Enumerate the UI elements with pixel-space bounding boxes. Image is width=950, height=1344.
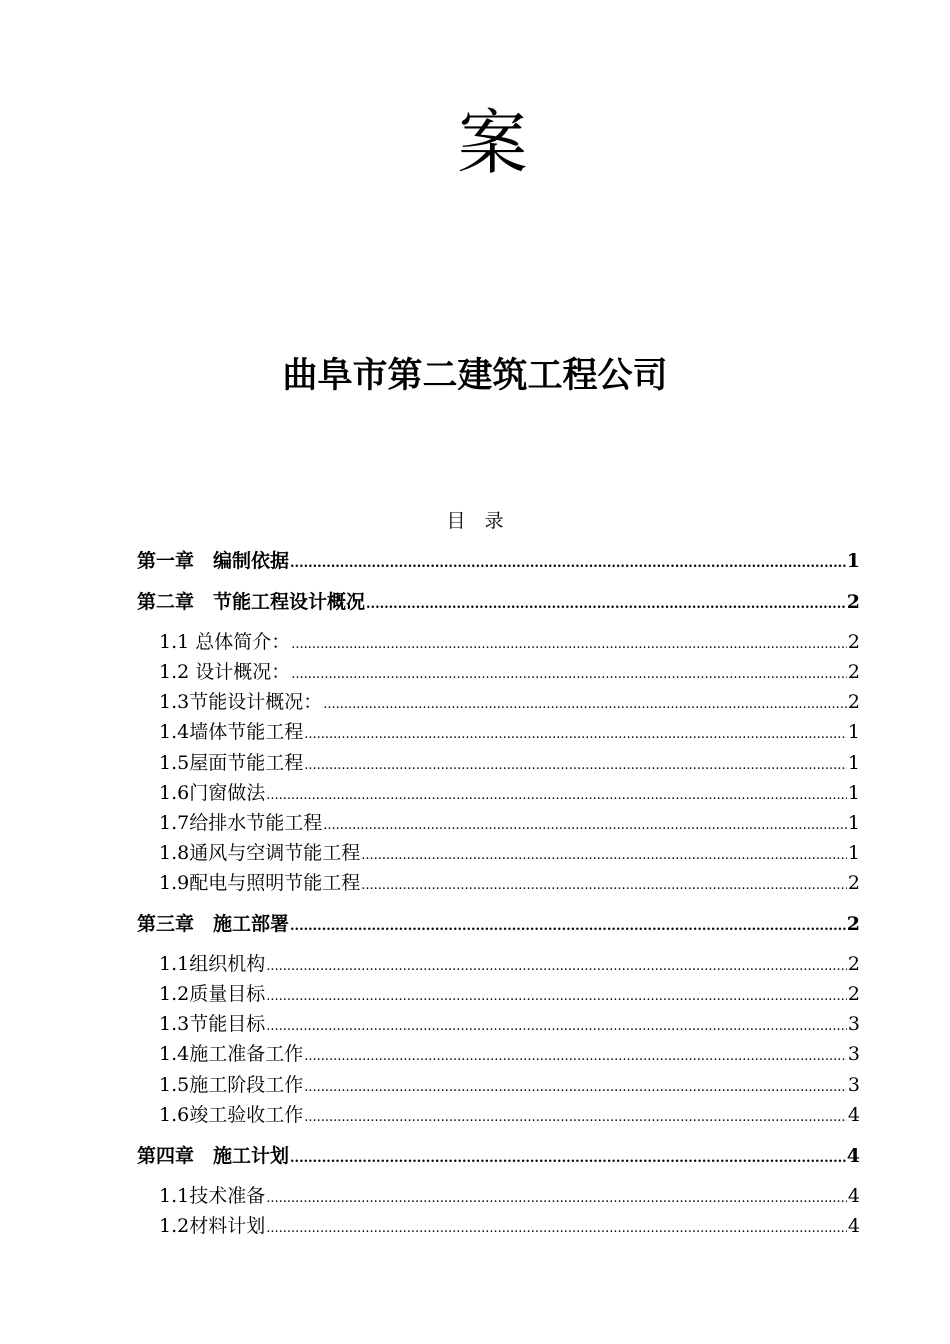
toc-page-number: 4	[847, 1215, 860, 1237]
toc-section-2-9[interactable]	[159, 868, 860, 898]
toc-entry-label: 1.5施工阶段工作	[159, 1074, 304, 1096]
toc-entry-label: 1.8通风与空调节能工程	[159, 842, 361, 864]
dot-leader	[304, 720, 847, 750]
toc-section-2-2[interactable]	[159, 657, 860, 687]
toc-heading: 目 录	[446, 510, 504, 532]
toc-entry-label: 1.3节能目标	[159, 1013, 266, 1035]
toc-section-3-1[interactable]	[159, 949, 860, 979]
toc-section-3-5[interactable]	[159, 1070, 860, 1100]
toc-entry-label: 第四章 施工计划	[137, 1145, 290, 1167]
dot-leader	[291, 630, 847, 660]
toc-entry-label: 1.6门窗做法	[159, 782, 266, 804]
toc-entry-label: 1.3节能设计概况：	[159, 691, 323, 713]
toc-page-number: 2	[847, 691, 860, 713]
dot-leader	[266, 1214, 847, 1244]
toc-section-2-8[interactable]	[159, 838, 860, 868]
toc-page-number: 1	[846, 550, 860, 572]
toc-section-2-1[interactable]	[159, 627, 860, 657]
dot-leader	[361, 841, 847, 871]
dot-leader	[266, 982, 847, 1012]
toc-page-number: 1	[847, 812, 860, 834]
toc-entry-label: 1.4施工准备工作	[159, 1043, 304, 1065]
dot-leader	[304, 1042, 847, 1072]
dot-leader	[266, 781, 847, 811]
toc-page-number: 1	[847, 842, 860, 864]
toc-page-number: 1	[847, 752, 860, 774]
toc-entry-label: 1.2材料计划	[159, 1215, 266, 1237]
toc-section-2-3[interactable]	[159, 687, 860, 717]
dot-leader	[323, 690, 847, 720]
dot-leader	[290, 1144, 846, 1174]
toc-page-number: 2	[847, 983, 860, 1005]
toc-entry-label: 1.1技术准备	[159, 1185, 266, 1207]
dot-leader	[323, 811, 847, 841]
toc-chapter-1[interactable]	[137, 546, 860, 576]
toc-page-number: 4	[847, 1185, 860, 1207]
toc-entry-label: 1.6竣工验收工作	[159, 1104, 304, 1126]
toc-page-number: 3	[847, 1074, 860, 1096]
toc-entry-label: 1.2 设计概况：	[159, 661, 291, 683]
toc-page-number: 2	[846, 591, 860, 613]
toc-section-2-4[interactable]	[159, 717, 860, 747]
toc-entry-label: 1.1 总体简介：	[159, 631, 291, 653]
toc-entry-label: 第三章 施工部署	[137, 913, 290, 935]
toc-entry-label: 第二章 节能工程设计概况	[137, 591, 366, 613]
company-name: 曲阜市第二建筑工程公司	[282, 356, 668, 396]
toc-entry-label: 1.1组织机构	[159, 953, 266, 975]
toc-page-number: 2	[847, 872, 860, 894]
dot-leader	[291, 660, 847, 690]
toc-page-number: 2	[847, 661, 860, 683]
dot-leader	[290, 549, 846, 579]
toc-chapter-4[interactable]	[137, 1141, 860, 1171]
toc-section-2-6[interactable]	[159, 778, 860, 808]
toc-section-4-1[interactable]	[159, 1181, 860, 1211]
dot-leader	[266, 1184, 847, 1214]
toc-section-3-4[interactable]	[159, 1039, 860, 1069]
toc-entry-label: 1.9配电与照明节能工程	[159, 872, 361, 894]
toc-chapter-2[interactable]	[137, 587, 860, 617]
toc-page-number: 3	[847, 1013, 860, 1035]
toc-entry-label: 1.5屋面节能工程	[159, 752, 304, 774]
dot-leader	[361, 871, 847, 901]
dot-leader	[304, 1103, 847, 1133]
dot-leader	[304, 1073, 847, 1103]
toc-section-2-5[interactable]	[159, 748, 860, 778]
toc-entry-label: 1.4墙体节能工程	[159, 721, 304, 743]
toc-entry-label: 1.2质量目标	[159, 983, 266, 1005]
toc-section-3-2[interactable]	[159, 979, 860, 1009]
toc-page-number: 2	[847, 953, 860, 975]
dot-leader	[304, 751, 847, 781]
dot-leader	[366, 590, 846, 620]
toc-page-number: 3	[847, 1043, 860, 1065]
dot-leader	[266, 1012, 847, 1042]
toc-section-3-6[interactable]	[159, 1100, 860, 1130]
document-title-character: 案	[457, 102, 528, 184]
toc-page-number: 2	[847, 631, 860, 653]
toc-page-number: 4	[846, 1145, 860, 1167]
toc-section-4-2[interactable]	[159, 1211, 860, 1241]
toc-entry-label: 第一章 编制依据	[137, 550, 290, 572]
toc-section-2-7[interactable]	[159, 808, 860, 838]
dot-leader	[266, 952, 847, 982]
toc-page-number: 2	[846, 913, 860, 935]
toc-page-number: 1	[847, 721, 860, 743]
dot-leader	[290, 912, 846, 942]
toc-section-3-3[interactable]	[159, 1009, 860, 1039]
toc-entry-label: 1.7给排水节能工程	[159, 812, 323, 834]
toc-chapter-3[interactable]	[137, 909, 860, 939]
toc-page-number: 1	[847, 782, 860, 804]
toc-page-number: 4	[847, 1104, 860, 1126]
